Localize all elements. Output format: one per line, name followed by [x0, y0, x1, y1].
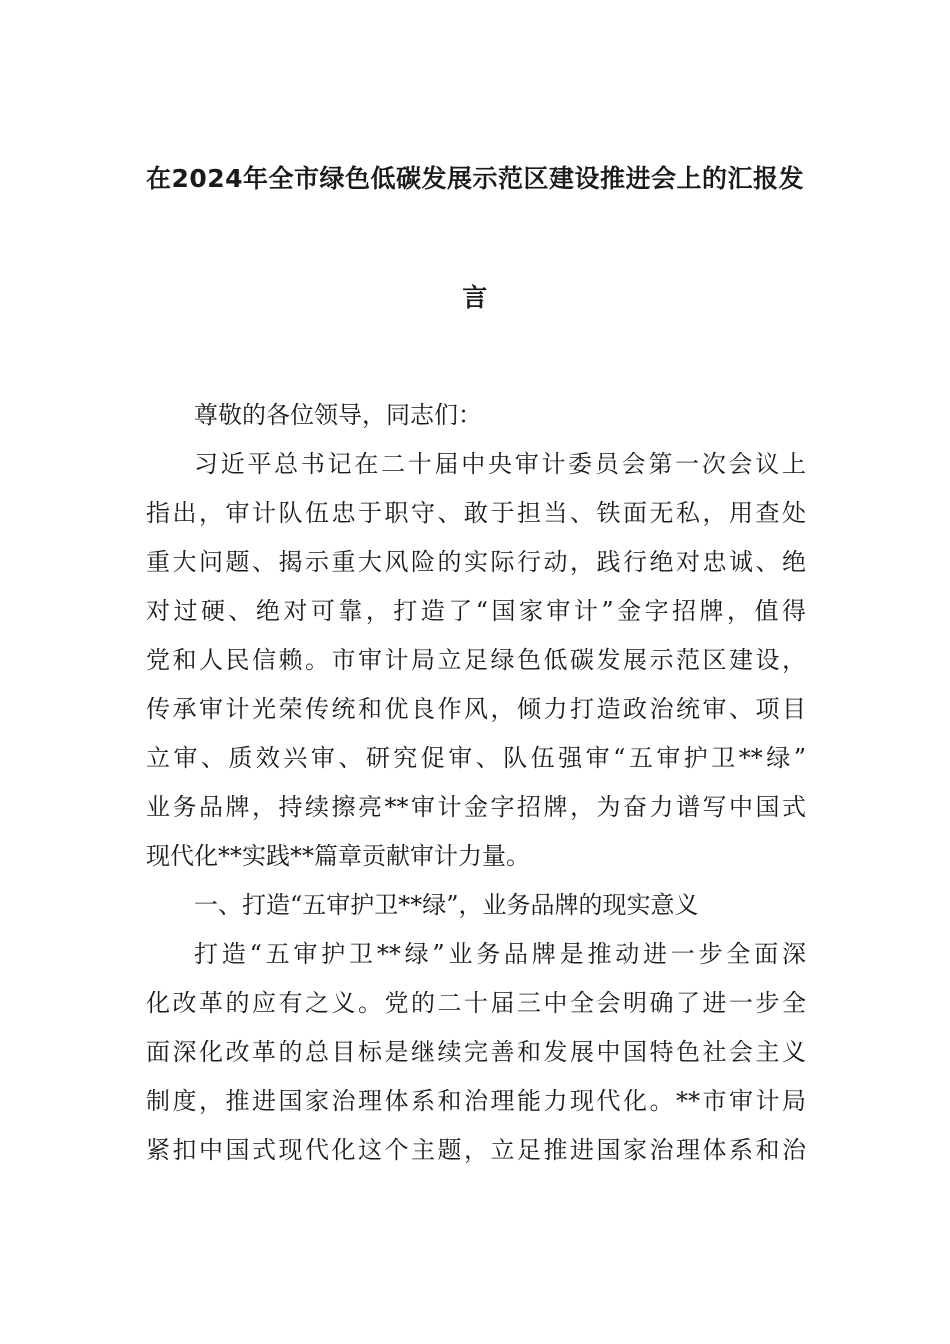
paragraph-line: 立审、质效兴审、研究促审、队伍强审“五审护卫**绿”	[146, 744, 806, 772]
paragraph-line: 指出，审计队伍忠于职守、敢于担当、铁面无私，用查处	[146, 499, 806, 527]
paragraph-line: 打造“五审护卫**绿”业务品牌是推动进一步全面深	[194, 940, 806, 968]
paragraph-2	[146, 930, 806, 1175]
section-heading	[146, 881, 806, 930]
greeting	[146, 391, 806, 440]
paragraph-1	[146, 440, 806, 881]
paragraph-line: 重大问题、揭示重大风险的实际行动，践行绝对忠诚、绝	[146, 548, 806, 576]
paragraph-line: 紧扣中国式现代化这个主题，立足推进国家治理体系和治	[146, 1136, 806, 1164]
document-title-line-2: 言	[462, 283, 488, 312]
section-heading-text: 一、打造“五审护卫**绿”，业务品牌的现实意义	[194, 891, 699, 919]
greeting-text: 尊敬的各位领导，同志们：	[194, 401, 482, 429]
paragraph-line: 化改革的应有之义。党的二十届三中全会明确了进一步全	[146, 989, 806, 1017]
paragraph-line: 党和人民信赖。市审计局立足绿色低碳发展示范区建设，	[146, 646, 806, 674]
paragraph-line: 对过硬、绝对可靠，打造了“国家审计”金字招牌，值得	[146, 597, 806, 625]
paragraph-line: 业务品牌，持续擦亮**审计金字招牌，为奋力谱写中国式	[146, 793, 806, 821]
paragraph-line: 面深化改革的总目标是继续完善和发展中国特色社会主义	[146, 1038, 806, 1066]
paragraph-line: 制度，推进国家治理体系和治理能力现代化。**市审计局	[146, 1087, 806, 1115]
paragraph-line: 习近平总书记在二十届中央审计委员会第一次会议上	[194, 450, 806, 478]
document-title-line-1: 在2024年全市绿色低碳发展示范区建设推进会上的汇报发	[145, 164, 805, 193]
paragraph-line: 传承审计光荣传统和优良作风，倾力打造政治统审、项目	[146, 695, 806, 723]
paragraph-line: 现代化**实践**篇章贡献审计力量。	[146, 842, 530, 870]
